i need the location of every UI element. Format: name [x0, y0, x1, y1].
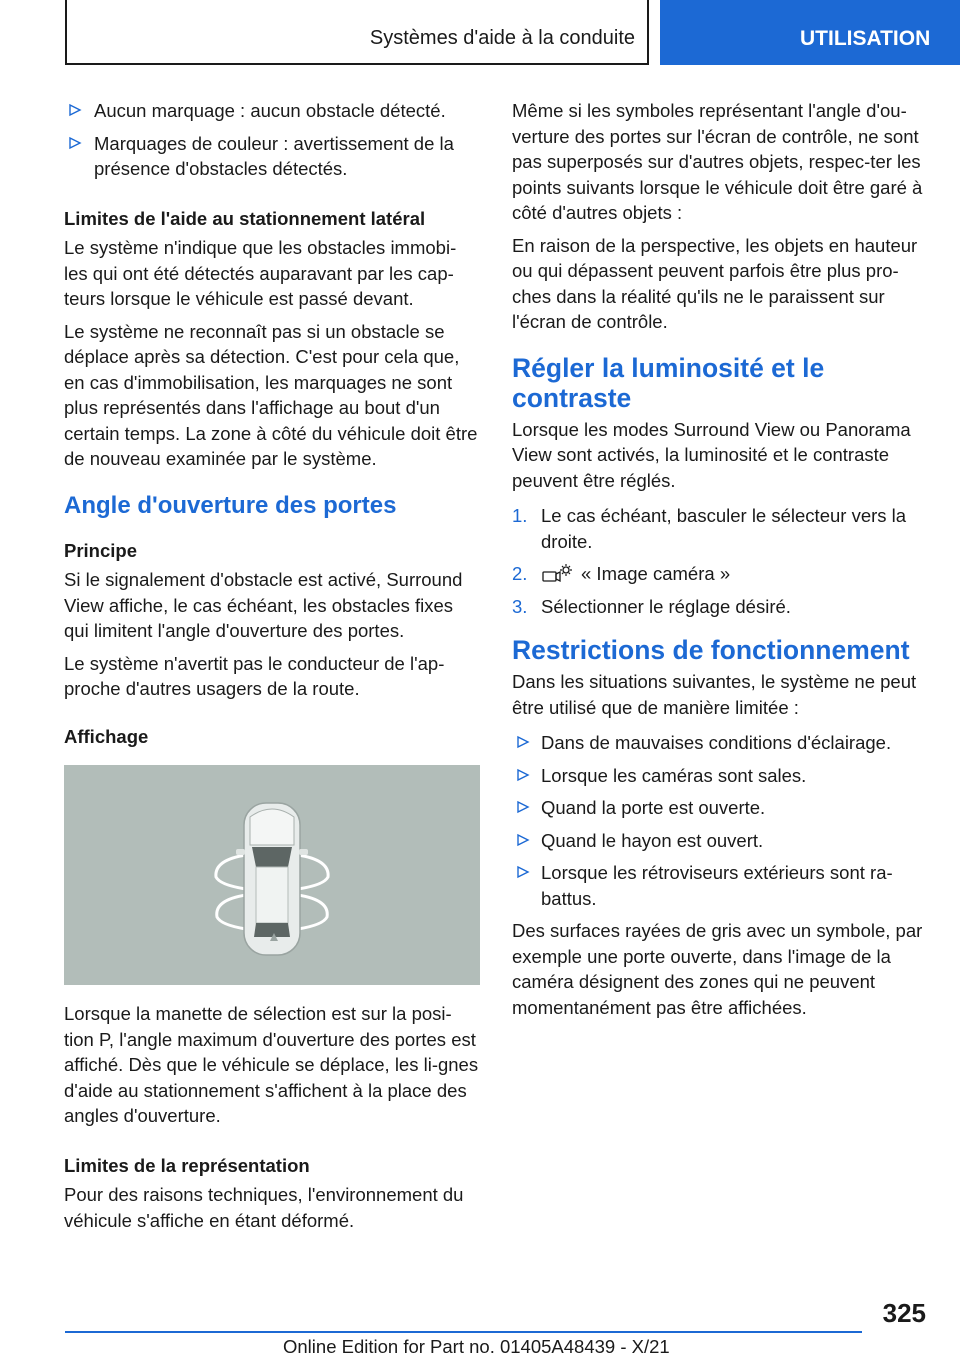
paragraph: Lorsque la manette de sélection est sur la posi-tion P, l'angle maximum d'ouverture des portes est affiché. Dès que le véhicule se déplace, les li-gnes d'aide au stationnement s'affichent à la place des angles d'ouverture.	[64, 1003, 479, 1126]
paragraph: En raison de la perspective, les objets en hauteur ou qui dépassent peuvent parfois être plus pro-ches dans la réalité qu'ils ne le paraissent sur l'écran de contrôle.	[512, 234, 918, 332]
list-item: Aucun marquage : aucun obstacle détecté.	[64, 98, 479, 124]
heading-restrictions: Restrictions de fonctionnement	[512, 635, 910, 665]
subheading-representation-limits: Limites de la représentation	[64, 1154, 310, 1176]
subheading-principle: Principe	[64, 539, 137, 561]
paragraph: Dans les situations suivantes, le système ne peut être utilisé que de manière limitée :	[512, 671, 917, 718]
paragraph: Si le signalement d'obstacle est activé, Surround View affiche, le cas échéant, les obstacles fixes qui limitent l'angle d'ouverture des portes.	[64, 569, 463, 641]
header-section-box	[65, 0, 649, 65]
bullet-triangle-icon	[516, 833, 530, 847]
right-column	[512, 98, 932, 1027]
footer-edition: Online Edition for Part no. 01405A48439 - X/21	[283, 1336, 670, 1357]
paragraph: Le système ne reconnaît pas si un obstacle se déplace après sa détection. C'est pour cela que, en cas d'immobilisation, les marquages ne sont plus représentés dans l'affichage au bout d'un certain temps. La zone à côté du véhicule doit être de nouveau examinée par le système.	[64, 320, 478, 469]
header-section-title: Systèmes d'aide à la conduite	[369, 27, 635, 49]
paragraph: Des surfaces rayées de gris avec un symbole, par exemple une porte ouverte, dans l'image de la caméra désignent des zones qui ne peuvent momentanément pas être affichées.	[512, 920, 923, 1018]
car-top-view-icon	[64, 765, 480, 985]
list-item: 2. « Image caméra »	[512, 563, 731, 584]
list-item: Lorsque les caméras sont sales.	[512, 763, 932, 789]
list-item: Marquages de couleur : avertissement de la présence d'obstacles détectés.	[64, 131, 479, 182]
subheading-display: Affichage	[64, 725, 149, 747]
footer-divider	[65, 1331, 862, 1333]
header-chapter-tab	[660, 0, 960, 65]
door-angle-illustration	[64, 765, 480, 985]
list-item: Lorsque les rétroviseurs extérieurs sont ra-battus.	[512, 860, 932, 911]
page-number: 325	[882, 1298, 926, 1328]
list-item: Quand la porte est ouverte.	[512, 795, 932, 821]
list-item: 1. Le cas échéant, basculer le sélecteur vers la droite.	[512, 505, 907, 552]
left-column	[64, 98, 479, 1240]
camera-settings-icon	[541, 563, 573, 583]
bullet-triangle-icon	[516, 800, 530, 814]
bullet-triangle-icon	[516, 735, 530, 749]
paragraph: Lorsque les modes Surround View ou Panorama View sont activés, la luminosité et le contraste peuvent être réglés.	[512, 418, 911, 491]
paragraph: Pour des raisons techniques, l'environnement du véhicule s'affiche en étant déformé.	[64, 1184, 464, 1231]
heading-door-angle: Angle d'ouverture des portes	[64, 491, 397, 519]
heading-brightness-contrast: Régler la luminosité et le contraste	[512, 352, 825, 413]
list-item: Quand le hayon est ouvert.	[512, 828, 932, 854]
header-chapter-title: UTILISATION	[800, 27, 931, 50]
list-item: Dans de mauvaises conditions d'éclairage.	[512, 730, 932, 756]
bullet-triangle-icon	[516, 768, 530, 782]
bullet-triangle-icon	[516, 865, 530, 879]
paragraph: Le système n'avertit pas le conducteur de l'ap-proche d'autres usagers de la route.	[64, 652, 445, 699]
subheading-side-limits: Limites de l'aide au stationnement latéral	[64, 207, 426, 229]
paragraph: Même si les symboles représentant l'angle d'ou-verture des portes sur l'écran de contrôle, ne sont pas superposés sur d'autres objets, respec-ter les points suivants lorsque le véhicule doit être garé à côté d'autres objets :	[512, 100, 923, 223]
bullet-triangle-icon	[68, 103, 82, 117]
list-item: 3. Sélectionner le réglage désiré.	[512, 595, 791, 617]
paragraph: Le système n'indique que les obstacles immobi-les qui ont été détectés auparavant par les cap-teurs lorsque le véhicule est passé devant.	[64, 237, 457, 309]
bullet-triangle-icon	[68, 136, 82, 150]
